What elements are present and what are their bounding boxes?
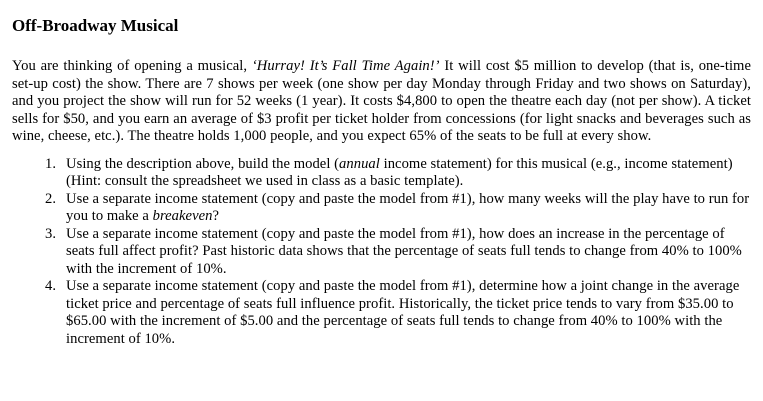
question-number: 3. (45, 225, 57, 242)
question-emphasis: annual (339, 155, 380, 172)
question-text: Use a separate income statement (copy and paste the model from #1), how does an increase in the percentage of seats full affect profit? Past historic data shows that the percentage of seats full tends to change from 40% to 100% with the increment of 10%. (66, 225, 742, 277)
question-number: 1. (45, 155, 57, 172)
question-item-2 (45, 190, 751, 226)
intro-paragraph (12, 58, 751, 146)
question-item-1 (45, 155, 751, 191)
question-item-3 (45, 225, 751, 279)
document-title: Off-Broadway Musical (12, 16, 179, 35)
question-number: 2. (45, 190, 57, 207)
intro-text-rest: It will cost $5 million to develop (that is, one-time set-up cost) the show. There are 7 shows per week (one show per day Monday through Friday and two shows on Saturday), and you project the show will run for 52 weeks (1 year). It costs $4,800 to open the theatre each day (not per show). A ticket sells for $50, and you earn an average of $3 profit per ticket holder from concessions (for light snacks and beverages such as wine, cheese, etc.). The theatre holds 1,000 people, and you expect 65% of the seats to be full at every show. (12, 58, 751, 144)
question-text: Use a separate income statement (copy and paste the model from #1), how many weeks will the play have to run for you to make a (66, 190, 750, 224)
question-emphasis: breakeven (152, 208, 213, 224)
musical-name: ‘Hurray! It’s Fall Time Again!’ (251, 58, 440, 74)
question-text-end: income statement) for this musical (e.g., income statement) (Hint: consult the spreadsheet we used in class as a basic template). (66, 155, 733, 189)
question-text-end: ? (212, 208, 220, 224)
intro-text-start: You are thinking of opening a musical, (12, 58, 252, 74)
question-list (12, 156, 751, 349)
question-text: Use a separate income statement (copy and paste the model from #1), determine how a joint change in the average ticket price and percentage of seats full influence profit. Historically, the ticket price tends to vary from $35.00 to $65.00 with the increment of $5.00 and the percentage of seats full tends to change from 40% to 100% with the increment of 10%. (66, 278, 740, 347)
question-text: Using the description above, build the model ( (66, 155, 340, 172)
question-item-4 (45, 278, 751, 348)
question-number: 4. (45, 278, 57, 294)
